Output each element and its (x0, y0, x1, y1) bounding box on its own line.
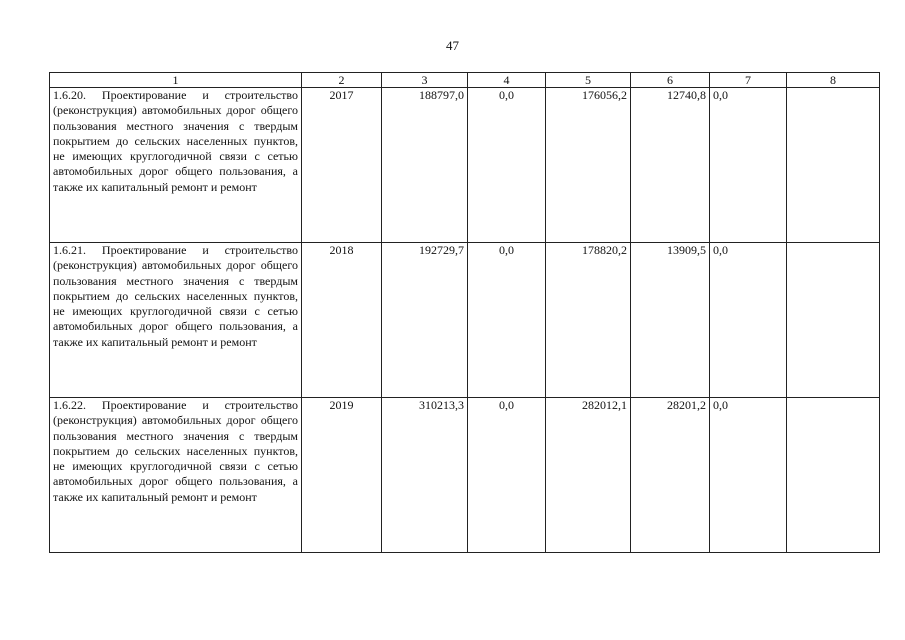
row-col7: 0,0 (710, 243, 787, 398)
row-description: 1.6.21. Проектирование и строительство (реконструкция) автомобильных дорог общего пользования местного значения с твердым покрытием до сельских населенных пунктов, не имеющих круглогодичной связи с сетью автомобильных дорог общего пользования, а также их капитальный ремонт и ремонт (50, 243, 302, 398)
row-col5: 176056,2 (546, 88, 631, 243)
column-header-4: 4 (468, 73, 546, 88)
column-header-6: 6 (631, 73, 710, 88)
row-year: 2017 (302, 88, 382, 243)
row-year: 2019 (302, 398, 382, 553)
column-header-1: 1 (50, 73, 302, 88)
row-total: 310213,3 (382, 398, 468, 553)
row-col4: 0,0 (468, 398, 546, 553)
row-description: 1.6.20. Проектирование и строительство (реконструкция) автомобильных дорог общего пользования местного значения с твердым покрытием до сельских населенных пунктов, не имеющих круглогодичной связи с сетью автомобильных дорог общего пользования, а также их капитальный ремонт и ремонт (50, 88, 302, 243)
row-col5: 178820,2 (546, 243, 631, 398)
row-col8 (787, 398, 880, 553)
row-col5: 282012,1 (546, 398, 631, 553)
column-header-5: 5 (546, 73, 631, 88)
table-row (50, 243, 880, 398)
row-col6: 12740,8 (631, 88, 710, 243)
row-col6: 28201,2 (631, 398, 710, 553)
row-description: 1.6.22. Проектирование и строительство (реконструкция) автомобильных дорог общего пользования местного значения с твердым покрытием до сельских населенных пунктов, не имеющих круглогодичной связи с сетью автомобильных дорог общего пользования, а также их капитальный ремонт и ремонт (50, 398, 302, 553)
header-row (50, 73, 880, 88)
row-col7: 0,0 (710, 88, 787, 243)
page-number: 47 (446, 38, 459, 53)
program-table (49, 72, 880, 553)
column-header-7: 7 (710, 73, 787, 88)
row-total: 192729,7 (382, 243, 468, 398)
row-col4: 0,0 (468, 88, 546, 243)
row-col7: 0,0 (710, 398, 787, 553)
row-col8 (787, 88, 880, 243)
row-col4: 0,0 (468, 243, 546, 398)
table-row (50, 88, 880, 243)
table-row (50, 398, 880, 553)
row-total: 188797,0 (382, 88, 468, 243)
column-header-2: 2 (302, 73, 382, 88)
row-col8 (787, 243, 880, 398)
column-header-3: 3 (382, 73, 468, 88)
row-year: 2018 (302, 243, 382, 398)
column-header-8: 8 (787, 73, 880, 88)
row-col6: 13909,5 (631, 243, 710, 398)
